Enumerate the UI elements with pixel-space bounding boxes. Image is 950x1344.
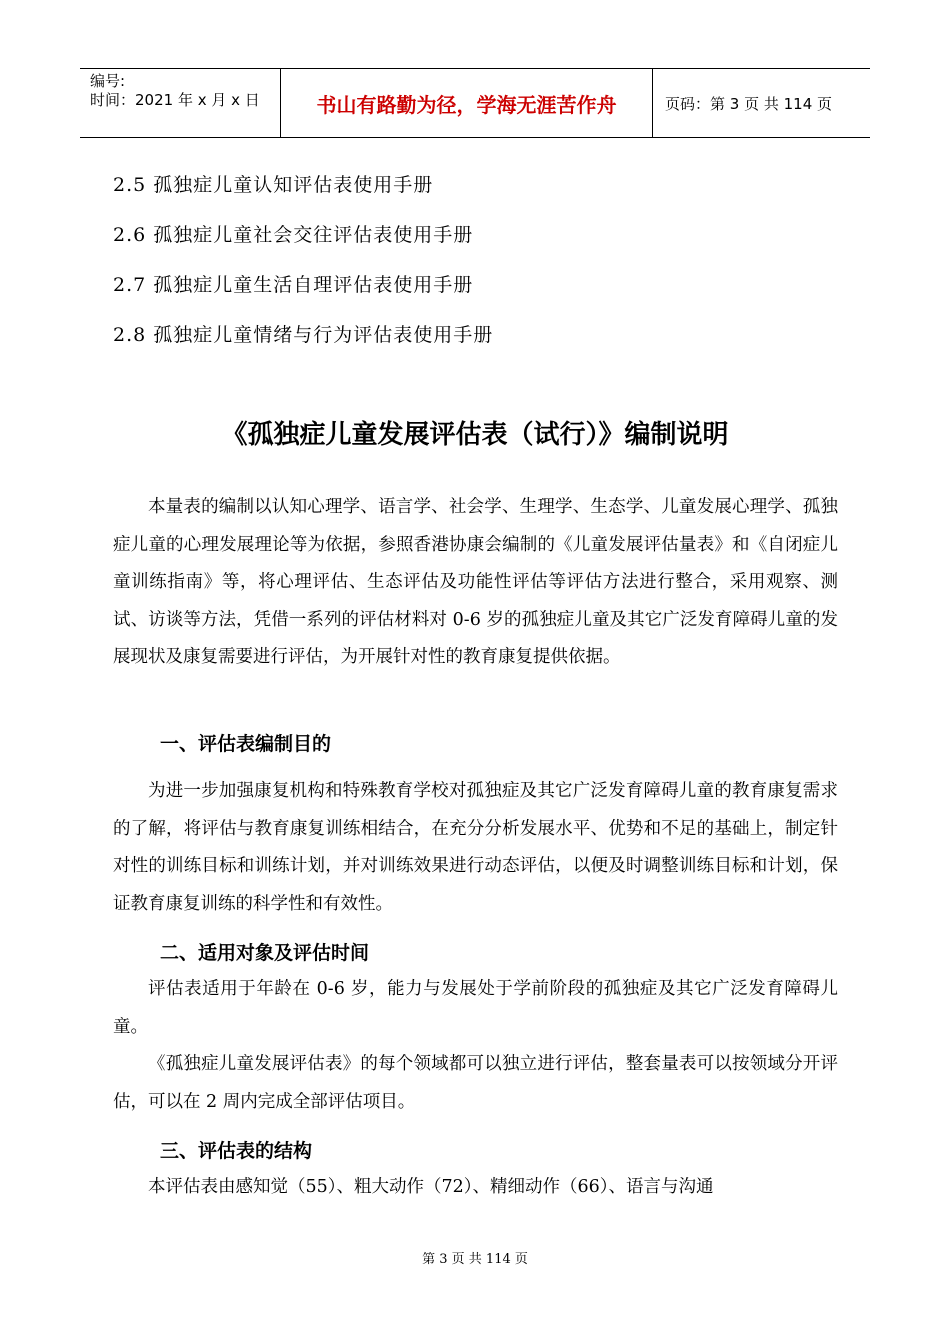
toc-item: 2.7 孤独症儿童生活自理评估表使用手册 [113, 274, 474, 296]
document-title: 《孤独症儿童发展评估表（试行）》编制说明 [221, 420, 729, 450]
section-heading-purpose: 一、评估表编制目的 [160, 733, 332, 755]
header-meta [80, 69, 281, 137]
intro-paragraph: 本量表的编制以认知心理学、语言学、社会学、生理学、生态学、儿童发展心理学、孤独症儿童的心理发展理论等为依据，参照香港协康会编制的《儿童发展评估量表》和《自闭症儿童训练指南》等，将心理评估、生态评估及功能性评估等评估方法进行整合，采用观察、测试、访谈等方法，凭借一系列的评估材料对 0-6 岁的孤独症儿童及其它广泛发育障碍儿童的发展现状及康复需要进行评估，为开展针对性的教育康复提供依据。 [113, 497, 838, 667]
toc-item: 2.8 孤独症儿童情绪与行为评估表使用手册 [113, 324, 494, 346]
target-paragraph-2: 《孤独症儿童发展评估表》的每个领域都可以独立进行评估，整套量表可以按领域分开评估，可以在 2 周内完成全部评估项目。 [113, 1054, 838, 1112]
page-footer: 第 3 页 共 114 页 [422, 1252, 528, 1267]
header-motto: 书山有路勤为径，学海无涯苦作舟 [281, 69, 653, 137]
toc-item: 2.5 孤独症儿童认知评估表使用手册 [113, 174, 434, 196]
structure-paragraph: 本评估表由感知觉（55）、粗大动作（72）、精细动作（66）、语言与沟通 [148, 1177, 714, 1197]
toc-list [113, 168, 493, 368]
purpose-paragraph: 为进一步加强康复机构和特殊教育学校对孤独症及其它广泛发育障碍儿童的教育康复需求的了解，将评估与教育康复训练相结合，在充分分析发展水平、优势和不足的基础上，制定针对性的训练目标和训练计划，并对训练效果进行动态评估，以便及时调整训练目标和计划，保证教育康复训练的科学性和有效性。 [113, 781, 838, 914]
section-heading-structure: 三、评估表的结构 [160, 1140, 313, 1162]
page-header [80, 68, 870, 138]
header-page-info: 页码：第 3 页 共 114 页 [665, 94, 833, 113]
target-paragraph-1: 评估表适用于年龄在 0-6 岁，能力与发展处于学前阶段的孤独症及其它广泛发育障碍儿童。 [113, 979, 838, 1037]
toc-item: 2.6 孤独症儿童社会交往评估表使用手册 [113, 224, 474, 246]
section-heading-target: 二、适用对象及评估时间 [160, 942, 370, 964]
document-number-label: 编号: [90, 72, 126, 90]
document-time: 时间：2021 年 x 月 x 日 [90, 91, 260, 109]
